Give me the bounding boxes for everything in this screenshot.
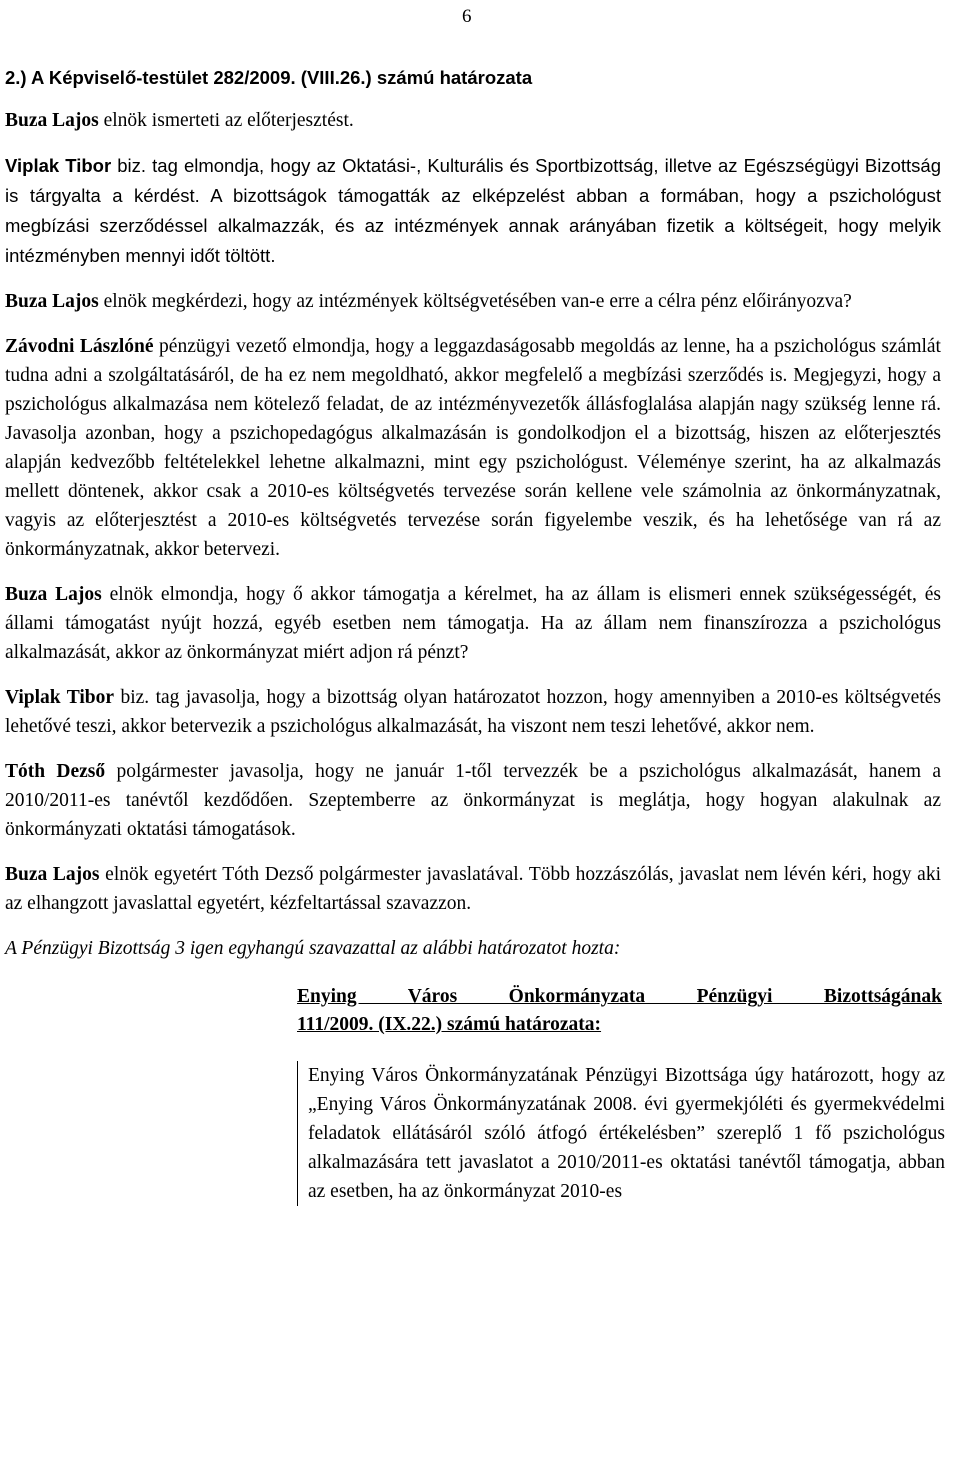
paragraph-text: biz. tag javasolja, hogy a bizottság olyan határozatot hozzon, hogy amennyiben a 2010-es költségvetés lehetővé teszi, akkor betervezik a pszichológus alkalmazását, ha viszont nem teszi lehetővé, akkor nem. <box>5 687 941 737</box>
paragraph-4 <box>5 332 941 564</box>
speaker-name: Tóth Dezső <box>5 761 106 782</box>
paragraph-text: elnök egyetért Tóth Dezső polgármester javaslatával. Több hozzászólás, javaslat nem lévén kéri, hogy aki az elhangzott javaslattal egyetért, kézfeltartással szavazzon. <box>5 864 941 914</box>
paragraph-2 <box>5 151 941 271</box>
resolution-title <box>297 983 942 1039</box>
paragraph-text: biz. tag elmondja, hogy az Oktatási-, Kulturális és Sportbizottság, illetve az Egészségügyi Bizottság is tárgyalta a kérdést. <box>5 155 942 206</box>
resolution-title-line-2: 111/2009. (IX.22.) számú határozata: <box>297 1014 602 1035</box>
speaker-name: Buza Lajos <box>5 584 102 605</box>
paragraph-text: A bizottságok támogatták az elképzelést abban a formában, hogy a pszichológust megbízási szerződéssel alkalmazzák, és az intézmények annak arányában fizetik a költségeit, hogy melyik intézményben mennyi időt töltött. <box>5 185 941 266</box>
paragraph-5 <box>5 580 941 667</box>
paragraph-1 <box>5 106 941 135</box>
paragraph-text: polgármester javasolja, hogy ne január 1-től tervezzék be a pszichológus alkalmazását, hanem a 2010/2011-es tanévtől kezdődően. Szeptemberre az önkormányzat is meglátja, hogy hogyan alakulnak az önkormányzati oktatási támogatások. <box>5 761 942 840</box>
speaker-name: Buza Lajos <box>5 864 100 885</box>
page-number: 6 <box>462 6 472 27</box>
paragraph-7 <box>5 757 941 844</box>
paragraph-8 <box>5 860 941 918</box>
speaker-name: Viplak Tibor <box>5 155 112 176</box>
section-heading: 2.) A Képviselő-testület 282/2009. (VIII.26.) számú határozata <box>5 67 533 88</box>
document-body <box>5 63 945 1206</box>
resolution-title-line-1: Enying Város Önkormányzata Pénzügyi Bizottságának <box>297 986 942 1007</box>
paragraph-text: elnök elmondja, hogy ő akkor támogatja a kérelmet, ha az állam is elismeri ennek szükségességét, és állami támogatást nyújt hozzá, egyéb esetben nem támogatja. Ha az állam nem finanszírozza a pszichológus alkalmazását, akkor az önkormányzat miért adjon rá pénzt? <box>5 584 941 663</box>
paragraph-3 <box>5 287 941 316</box>
paragraph-6 <box>5 683 941 741</box>
paragraph-text: pénzügyi vezető elmondja, hogy a leggazdaságosabb megoldás az lenne, ha a pszichológus számlát tudna adni a szolgáltatásáról, de ha ez nem megoldható, akkor megfelelő a megbízási szerződés is. Megjegyzi, hogy a pszichológus alkalmazása nem kötelező feladat, de az intézményvezetők állásfoglalása alapján nagy szükség lenne rá. Javasolja azonban, hogy a pszichopedagógus alkalmazásán is gondolkodjon el a bizottság, hiszen az előterjesztés alapján kedvezőbb feltételekkel lehetne alkalmazni, mint egy pszichológust. Véleménye szerint, ha az alkalmazás mellett döntenek, akkor csak a 2010-es költségvetés tervezése során kellene vele számolnia az önkormányzatnak, vagyis az előterjesztést a 2010-es költségvetés tervezése során figyelembe veszik, és ha lehetősége van rá az önkormányzatnak, akkor betervezi. <box>5 336 941 560</box>
vote-result-line: A Pénzügyi Bizottság 3 igen egyhangú szavazattal az alábbi határozatot hozta: <box>5 938 621 959</box>
speaker-name: Buza Lajos <box>5 291 99 312</box>
resolution-body: Enying Város Önkormányzatának Pénzügyi Bizottsága úgy határozott, hogy az „Enying Város Önkormányzatának 2008. évi gyermekjóléti és gyermekvédelmi feladatok ellátásáról szóló átfogó értékelésben” szereplő 1 fő pszichológus alkalmazására tett javaslatot a 2010/2011-es oktatási tanévtől támogatja, abban az esetben, ha az önkormányzat 2010-es <box>297 1061 945 1206</box>
speaker-name: Buza Lajos <box>5 110 99 131</box>
paragraph-text: elnök megkérdezi, hogy az intézmények költségvetésében van-e erre a célra pénz előirányozva? <box>98 291 852 312</box>
speaker-name: Závodni Lászlóné <box>5 336 154 357</box>
speaker-name: Viplak Tibor <box>5 687 115 708</box>
paragraph-text: elnök ismerteti az előterjesztést. <box>98 110 354 131</box>
